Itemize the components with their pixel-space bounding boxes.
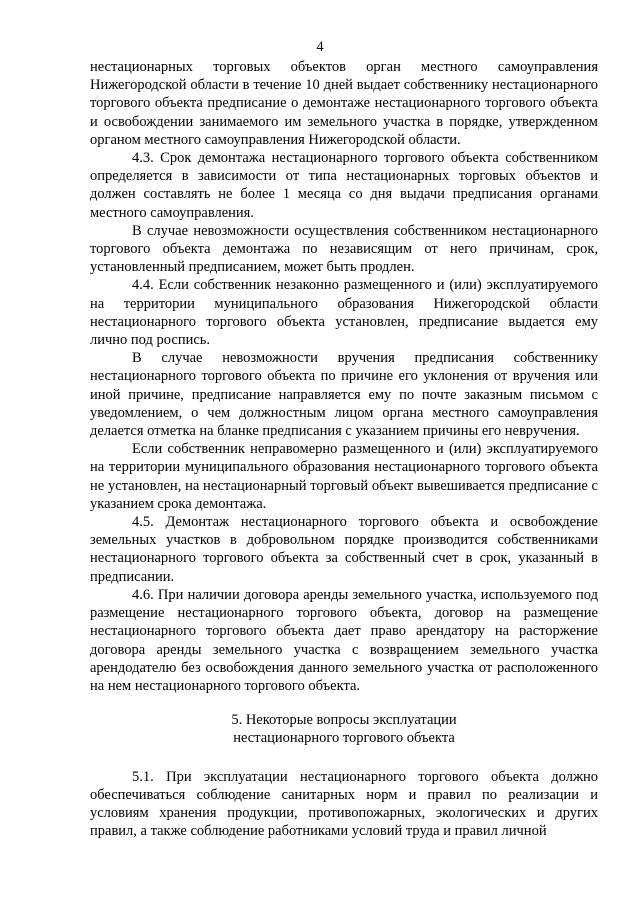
section-5-text	[90, 768, 598, 841]
paragraph: 4.5. Демонтаж нестационарного торгового объекта и освобождение земельных участков в добровольном порядке производится собственниками нестационарного торгового объекта за собственный счет в срок, указанный в предписании.	[90, 514, 598, 585]
paragraph: нестационарных торговых объектов орган местного самоуправления Нижегородской области в течение 10 дней выдает собственнику нестационарного торгового объекта предписание о демонтаже нестационарного торгового объекта и освобождении занимаемого им земельного участка в порядке, утвержденном органом местного самоуправления Нижегородской области.	[90, 59, 598, 148]
paragraph: 4.4. Если собственник незаконно размещенного и (или) эксплуатируемого на территории муниципального образования Нижегородской области нестационарного торгового объекта установлен, предписание выдается ему лично под роспись.	[90, 277, 598, 349]
paragraph: В случае невозможности осуществления собственником нестационарного торгового объекта демонтажа по независящим от него причинам, срок, установленный предписанием, может быть продлен.	[90, 222, 598, 276]
paragraph: 5.1. При эксплуатации нестационарного торгового объекта должно обеспечиваться соблюдение санитарных норм и правил по реализации и условиям хранения продукции, противопожарных, экологических и других правил, а также соблюдение работниками условий труда и правил личной	[90, 768, 598, 840]
section-heading	[90, 711, 598, 747]
paragraph: В случае невозможности вручения предписания собственнику нестационарного торгового объекта по причине его уклонения от вручения или иной причине, предписание направляется ему по почте заказным письмом с уведомлением, о чем должностным лицом органа местного самоуправления делается отметка на бланке предписания с указанием причины его невручения.	[90, 350, 598, 440]
document-body	[90, 58, 598, 840]
paragraph: Если собственник неправомерно размещенного и (или) эксплуатируемого на территории муниципального образования нестационарного торгового объекта не установлен, на нестационарный торговый объект вывешивается предписание с указанием срока демонтажа.	[90, 441, 598, 512]
section-4-text	[90, 58, 598, 695]
page-number: 4	[316, 39, 324, 55]
section-heading-line1: 5. Некоторые вопросы эксплуатации	[231, 712, 457, 729]
paragraph: 4.6. При наличии договора аренды земельного участка, используемого под размещение нестационарного торгового объекта, договор на размещение нестационарного торгового объекта дает право арендатору на расторжение договора аренды земельного участка с возвращением земельного участка арендодателю без освобождения данного земельного участка от расположенного на нем нестационарного торгового объекта.	[90, 586, 598, 694]
paragraph: 4.3. Срок демонтажа нестационарного торгового объекта собственником определяется в зависимости от типа нестационарных торговых объектов и должен составлять не более 1 месяца со дня выдачи предписания органами местного самоуправления.	[90, 150, 598, 221]
section-heading-line2: нестационарного торгового объекта	[233, 730, 455, 747]
